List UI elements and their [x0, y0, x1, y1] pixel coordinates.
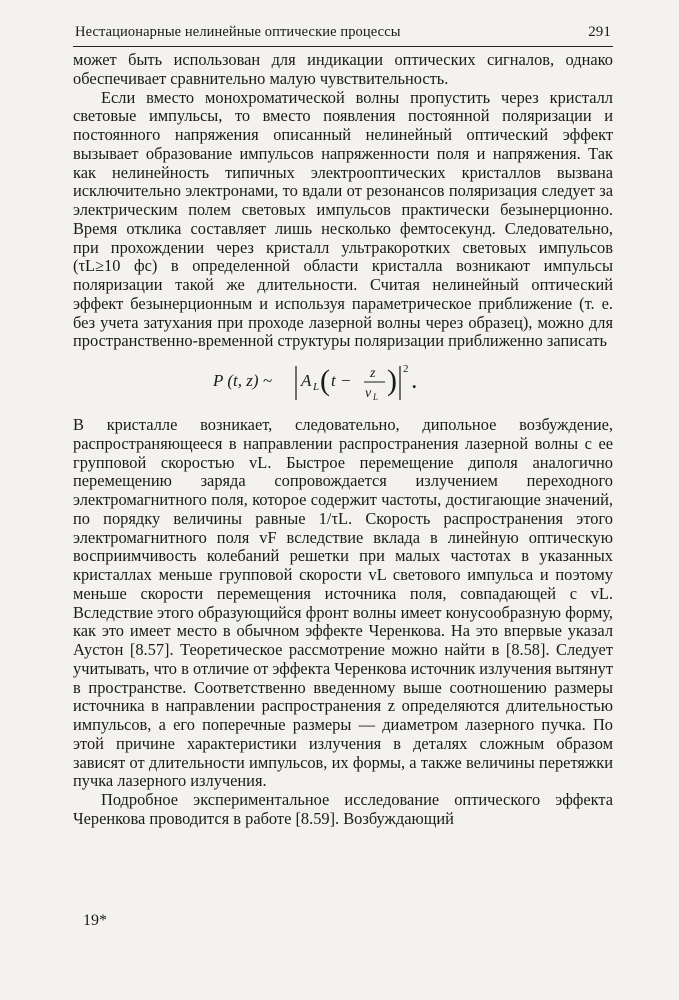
header-title: Нестационарные нелинейные оптические процессы [75, 24, 401, 40]
paragraph-3: В кристалле возникает, следовательно, дипольное возбуждение, распространяющееся в направлении распространения лазерной волны с ее групповой скоростью vL. Быстрое перемещение диполя аналогично перемещению заряда сопровождается излучением переходного электромагнитного поля, которое содержит частоты, достигающие значений, по порядку величины равные 1/τL. Скорость распространения этого электромагнитного поля vF вследствие вклада в линейную оптическую восприимчивость колебаний решетки при малых частотах в указанных кристаллах меньше групповой скорости vL светового импульса и поэтому меньше скорости перемещения источника поля, совпадающей с vL. Вследствие этого образующийся фронт волны имеет конусообразную форму, как это имеет место в обычном эффекте Черенкова. На это впервые указал Аустон [8.57]. Теоретическое рассмотрение можно найти в [8.58]. Следует учитывать, что в отличие от эффекта Черенкова источник излучения вытянут в пространстве. Соответственно введенному выше соотношению размеры источника в направлении распространения z определяются длительностью импульсов, а его поперечные размеры — диаметром лазерного пучка. По этой причине характеристики излучения в деталях сложным образом зависят от длительности импульсов, их формы, а также величины перетяжки пучка лазерного излучения. [73, 415, 613, 791]
paren-open: ( [320, 364, 330, 397]
running-header [73, 20, 613, 47]
formula-amplitude: A [301, 371, 312, 390]
page-number: 291 [588, 24, 611, 40]
formula-numerator: z [370, 366, 376, 381]
paragraph-2: Если вместо монохроматической волны пропустить через кристалл световые импульсы, то вместо появления постоянной поляризации и постоянного напряжения описанный нелинейный оптический эффект вызывает образование импульсов напряженности поля и напряжения. Так как нелинейность типичных электрооптических кристаллов вызвана исключительно электронами, то вдали от резонансов поляризация следует за электрическим полем световых импульсов практически безынерционно. Время отклика составляет лишь несколько фемтосекунд. Следовательно, при прохождении через кристалл ультракоротких световых импульсов (τL≥10 фс) в определенной области кристалла возникают импульсы поляризации такой же длительности. Считая нелинейный оптический эффект безынерционным и используя параметрическое приближение (т. е. без учета затухания при проходе лазерной волны через образец), можно для пространственно-временной структуры поляризации приближенно записать [73, 87, 613, 351]
polarization-formula [73, 360, 613, 406]
formula-arg-t: t − [331, 371, 352, 390]
paren-close: ) [387, 364, 397, 397]
signature-mark: 19* [83, 912, 107, 929]
page [73, 20, 613, 829]
formula-amplitude-sub: L [313, 381, 320, 393]
formula-lhs: P (t, z) ~ [213, 371, 272, 390]
formula-svg [213, 360, 473, 406]
formula-exponent: 2 [403, 363, 409, 375]
paragraph-4: Подробное экспериментальное исследование оптического эффекта Черенкова проводится в работе [8.59]. Возбуждающий [73, 790, 613, 828]
formula-denominator: v [365, 386, 372, 401]
paragraph-1: может быть использован для индикации оптических сигналов, однако обеспечивает сравнительно малую чувствительность. [73, 50, 613, 88]
formula-denominator-sub: L [373, 392, 379, 402]
formula-period: . [412, 372, 417, 392]
